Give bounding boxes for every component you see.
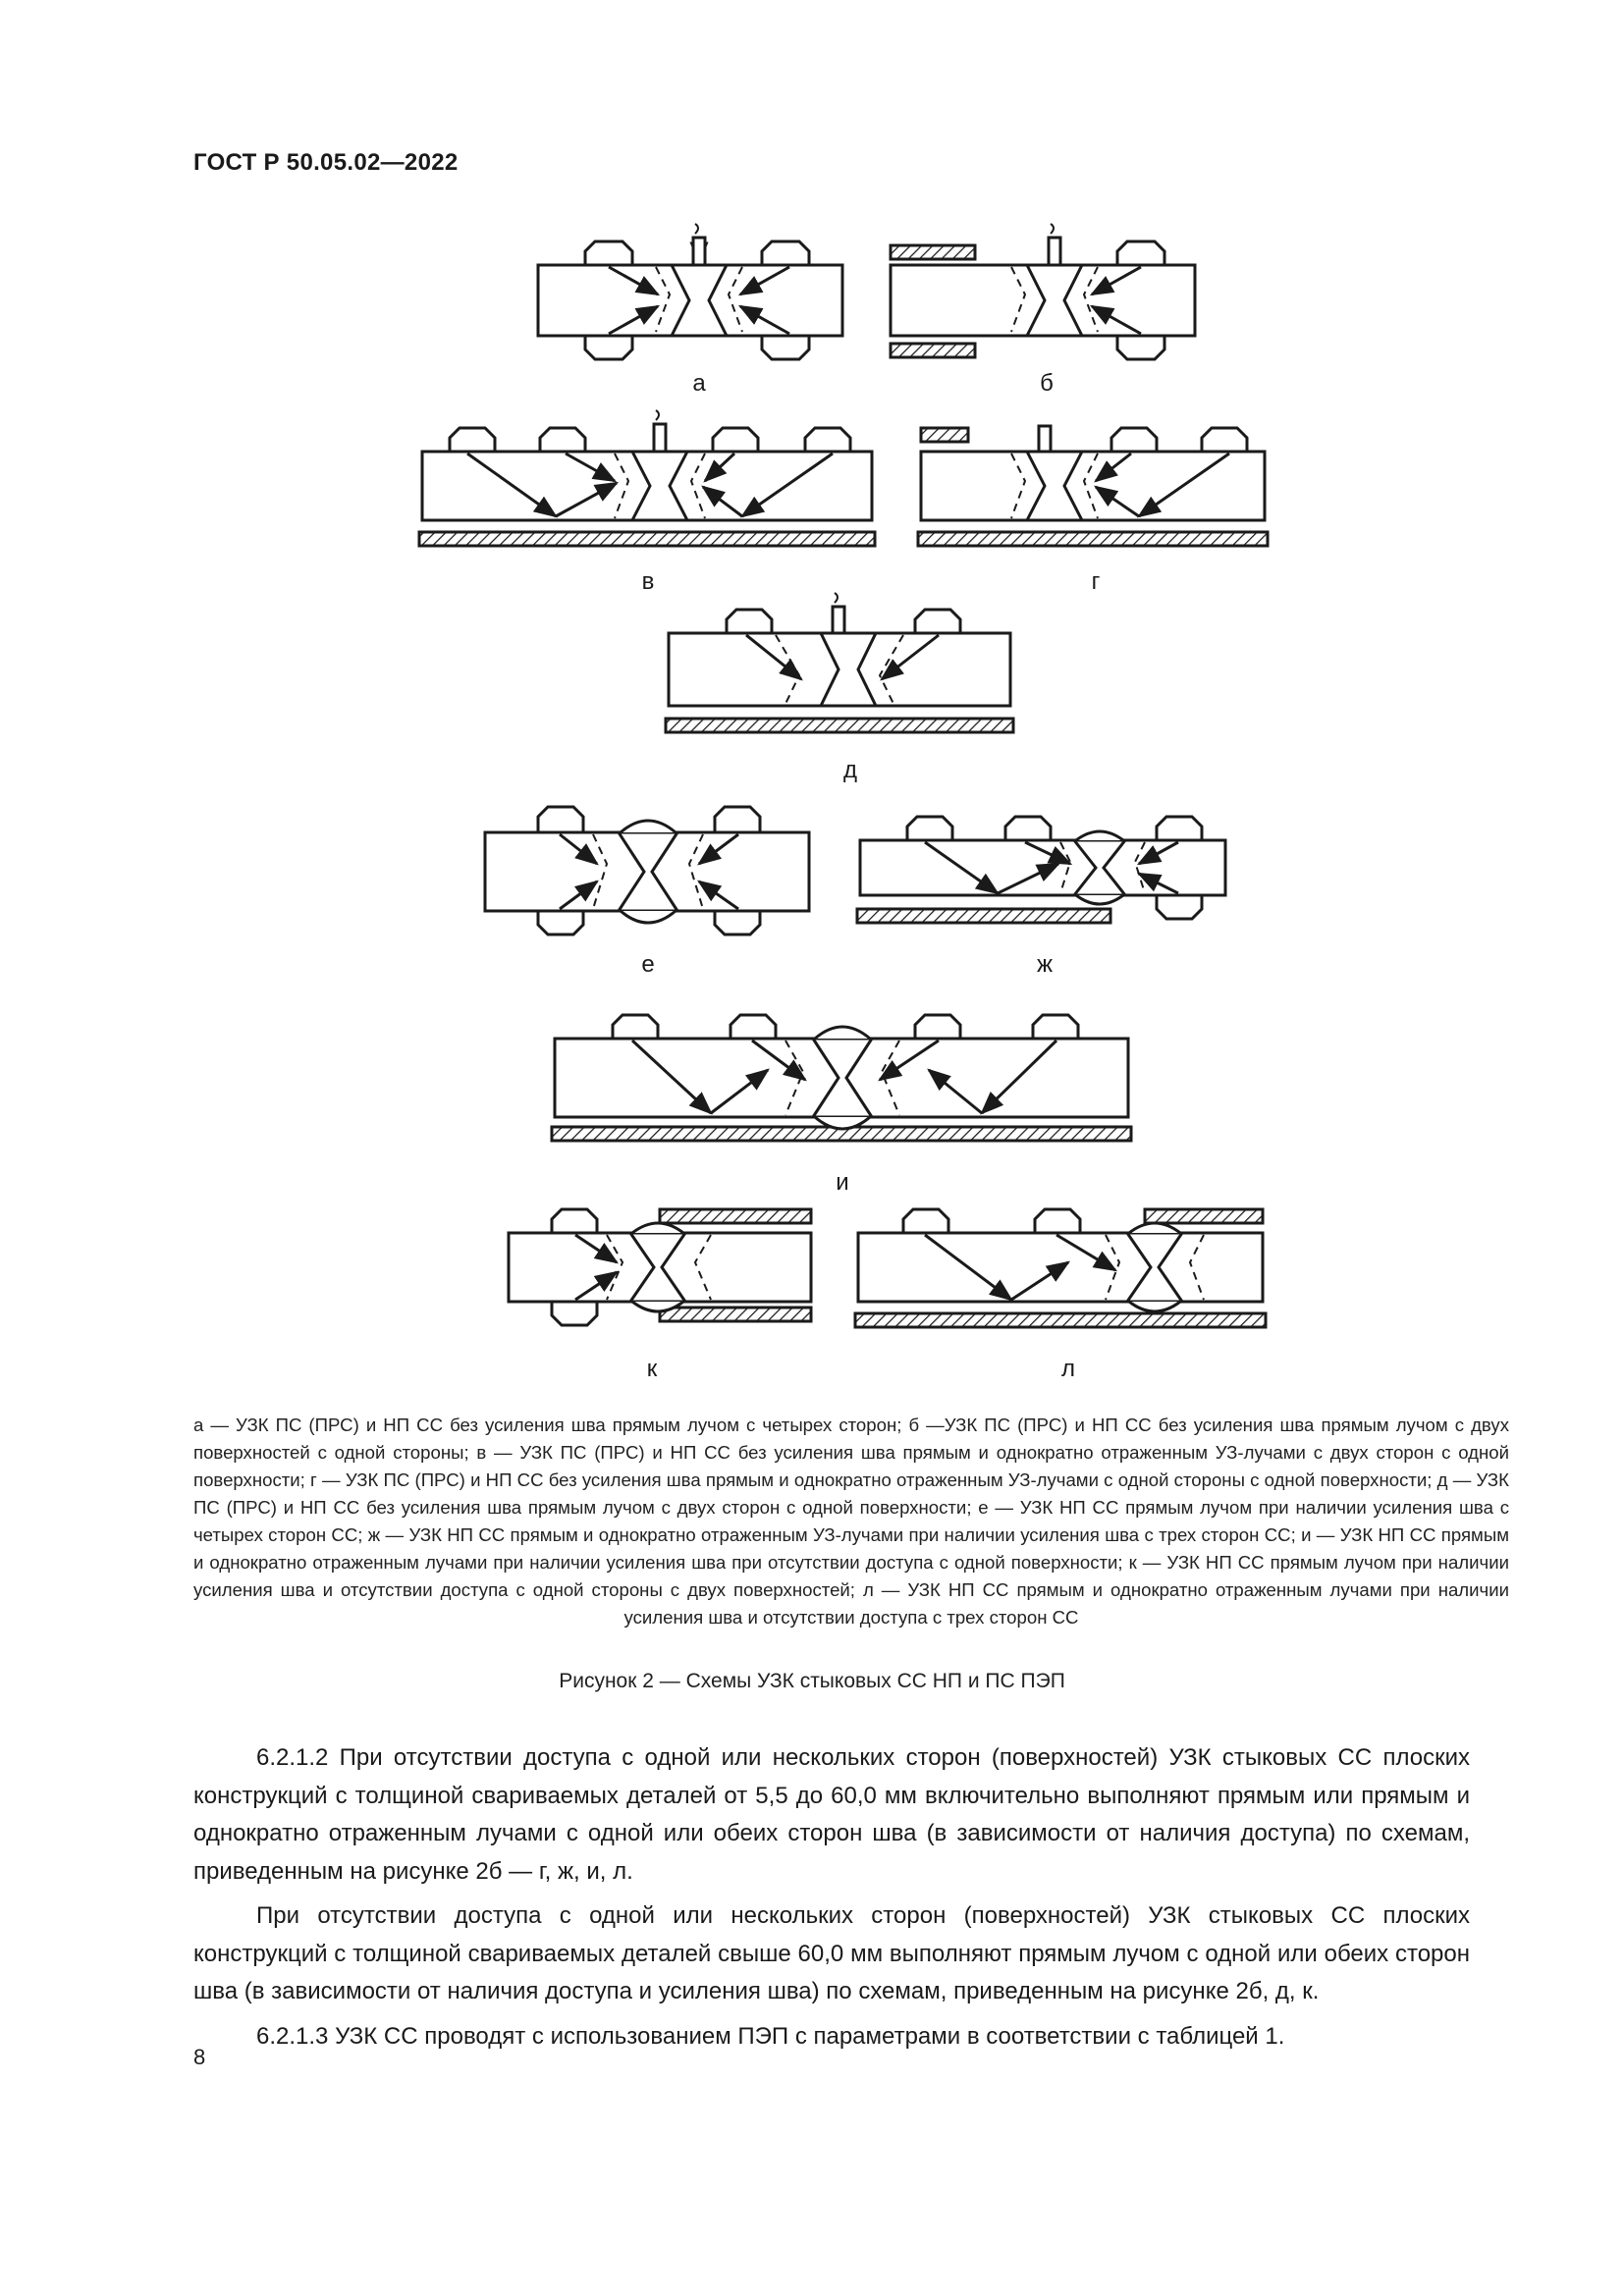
- label-b: б: [1040, 370, 1054, 397]
- figure-title: Рисунок 2 — Схемы УЗК стыковых СС НП и ПС ПЭП: [559, 1670, 1065, 1692]
- scheme-zh: [857, 817, 1225, 923]
- label-d: д: [842, 757, 858, 783]
- scheme-l: [855, 1209, 1266, 1327]
- scheme-k: [509, 1209, 811, 1325]
- label-l: л: [1060, 1356, 1076, 1382]
- body-text: [193, 1739, 1470, 2056]
- paragraph-thick-plates: При отсутствии доступа с одной или нескольких сторон (поверхностей) УЗК стыковых СС плоских конструкций с толщиной свариваемых деталей свыше 60,0 мм выполняют прямым лучом с одной или обеих сторон шва (в зависимости от наличия доступа и усиления шва) по схемам, приведенным на рисунке 2б, д, к.: [193, 1902, 1470, 2004]
- label-v: в: [641, 568, 655, 595]
- scheme-g: [918, 426, 1268, 546]
- label-k: к: [646, 1356, 658, 1382]
- scheme-a: [538, 224, 842, 359]
- figure-legend: а — УЗК ПС (ПРС) и НП СС без усиления шва прямым лучом с четырех сторон; б —УЗК ПС (ПРС) и НП СС без усиления шва прямым лучом с двух поверхностей с одной стороны; в — УЗК ПС (ПРС) и НП СС без усиления шва прямым и однократно отраженным УЗ-лучами с двух сторон с одной поверхности; г — УЗК ПС (ПРС) и НП СС без усиления шва прямым и однократно отраженным УЗ-лучами с одной стороны с одной поверхности; д — УЗК ПС (ПРС) и НП СС без усиления шва прямым лучом с двух сторон с одной поверхности; е — УЗК НП СС прямым лучом при наличии усиления шва с четырех сторон СС; ж — УЗК НП СС прямым и однократно отраженным УЗ-лучами при наличии усиления шва с трех сторон СС; и — УЗК НП СС прямым и однократно отраженным лучами при наличии усиления шва при отсутствии доступа с одной поверхности; к — УЗК НП СС прямым лучом при наличии усиления шва и отсутствии доступа с одной стороны с двух поверхностей; л — УЗК НП СС прямым и однократно отраженным лучами при наличии усиления шва и отсутствии доступа с трех сторон СС: [193, 1415, 1509, 1628]
- scheme-e: [485, 807, 809, 934]
- document-header: ГОСТ Р 50.05.02—2022: [193, 149, 459, 176]
- paragraph-6-2-1-3: 6.2.1.3 УЗК СС проводят с использованием ПЭП с параметрами в соответствии с таблицей 1.: [256, 2022, 1285, 2050]
- page-number: 8: [193, 2045, 206, 2069]
- label-a: а: [692, 370, 706, 397]
- label-e: е: [641, 951, 655, 978]
- label-g: г: [1091, 568, 1101, 595]
- scheme-b: [891, 224, 1195, 359]
- paragraph-6-2-1-2: 6.2.1.2 При отсутствии доступа с одной или нескольких сторон (поверхностей) УЗК стыковых СС плоских конструкций с толщиной свариваемых деталей от 5,5 до 60,0 мм включительно выполняют прямым или прямым и однократно отраженным лучами с одной или обеих сторон шва (в зависимости от наличия доступа) по схемам, приведенным на рисунке 2б — г, ж, и, л.: [193, 1744, 1470, 1885]
- label-i: и: [836, 1169, 849, 1196]
- scheme-d: [666, 593, 1013, 732]
- scheme-v: [419, 410, 875, 546]
- scheme-i: [552, 1015, 1131, 1141]
- label-zh: ж: [1036, 951, 1054, 978]
